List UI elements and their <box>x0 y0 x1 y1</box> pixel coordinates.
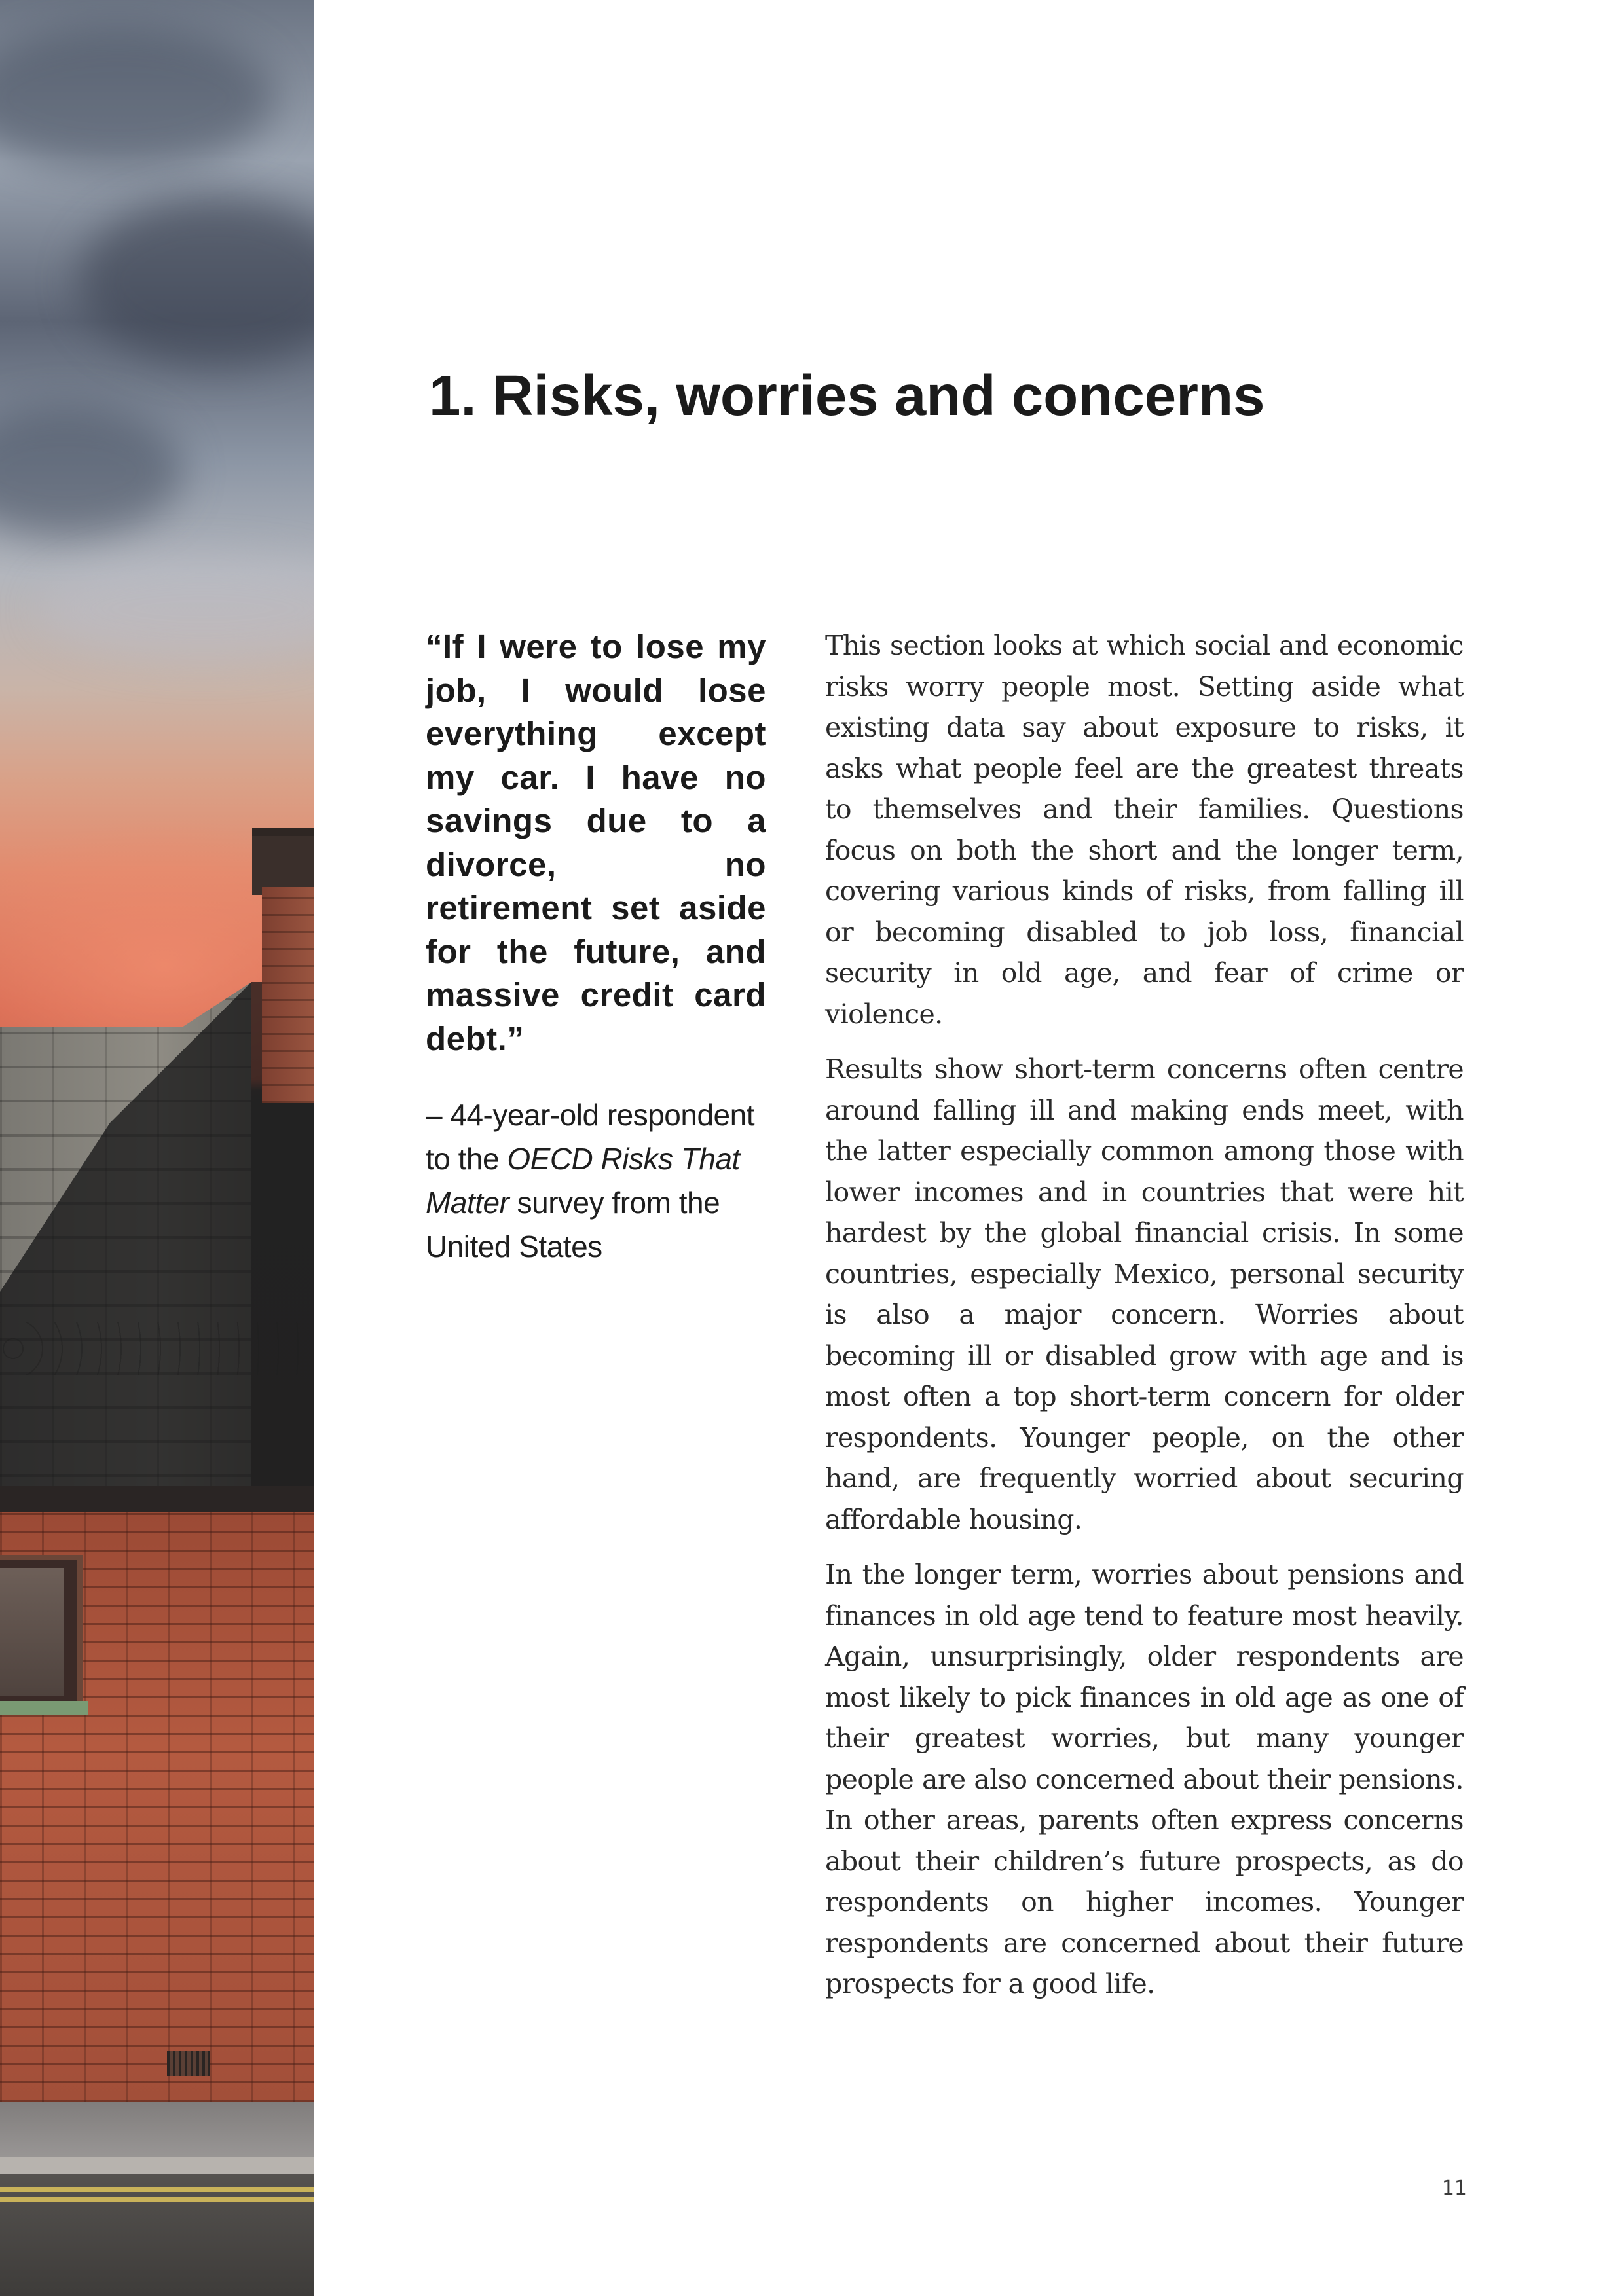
cover-photo <box>0 0 314 2296</box>
body-paragraph: Results show short-term concerns often centre around falling ill and making ends meet, with the latter especially common among those with lower incomes and in countries that were hit hardest by the global financial crisis. In some countries, especially Mexico, personal security is also a major concern. Worries about becoming ill or disabled grow with age and is most often a top short-term concern for older respondents. Younger people, on the other hand, are frequently worried about securing affordable housing. <box>825 1053 1464 1535</box>
body-paragraph: In the longer term, worries about pensions and finances in old age tend to feature most heavily. Again, unsurprisingly, older respondents are most likely to pick finances in old age as one of their greatest worries, but many younger people are also concerned about their pensions. In other areas, parents often express concerns about their children’s future prospects, as do respondents on higher incomes. Younger respondents are concerned about their future prospects for a good life. <box>825 1559 1464 1999</box>
window-pane <box>0 1568 64 1696</box>
road-markings <box>0 2187 314 2192</box>
kerb <box>0 2157 314 2174</box>
road <box>0 2174 314 2296</box>
pull-quote: “If I were to lose my job, I would lose everything except my car. I have no savings due to a divorce, no retirement set aside for the future, and massive credit card debt.” <box>426 628 766 1057</box>
cloud <box>79 196 314 367</box>
quote-attribution <box>426 1093 767 1269</box>
pavement <box>0 2102 314 2160</box>
page-number: 11 <box>1441 2177 1467 2200</box>
chimney-top <box>252 828 314 895</box>
attribution-suffix: survey from the United States <box>426 1186 720 1264</box>
chimney-stack <box>262 887 314 1103</box>
body-paragraph: This section looks at which social and economic risks worry people most. Setting aside what existing data say about exposure to risks, it asks what people feel are the greatest threats to themselves and their families. Questions focus on both the short and the longer term, covering various kinds of risks, from falling ill or becoming disabled to job loss, financial security in old age, and fear of crime or violence. <box>825 630 1464 1030</box>
survey-name: OECD Risks That Matter <box>426 1142 740 1220</box>
cloud <box>39 556 314 661</box>
body-text-column <box>825 625 1464 2019</box>
window-sill <box>0 1701 88 1715</box>
cloud <box>0 26 275 170</box>
wall-vent <box>167 2051 210 2076</box>
roof-parapet <box>0 1486 314 1512</box>
section-title: 1. Risks, worries and concerns <box>429 364 1265 428</box>
razor-wire <box>0 1322 314 1375</box>
cloud <box>0 406 183 537</box>
attribution-prefix: – 44-year-old respondent to the <box>426 1098 754 1176</box>
